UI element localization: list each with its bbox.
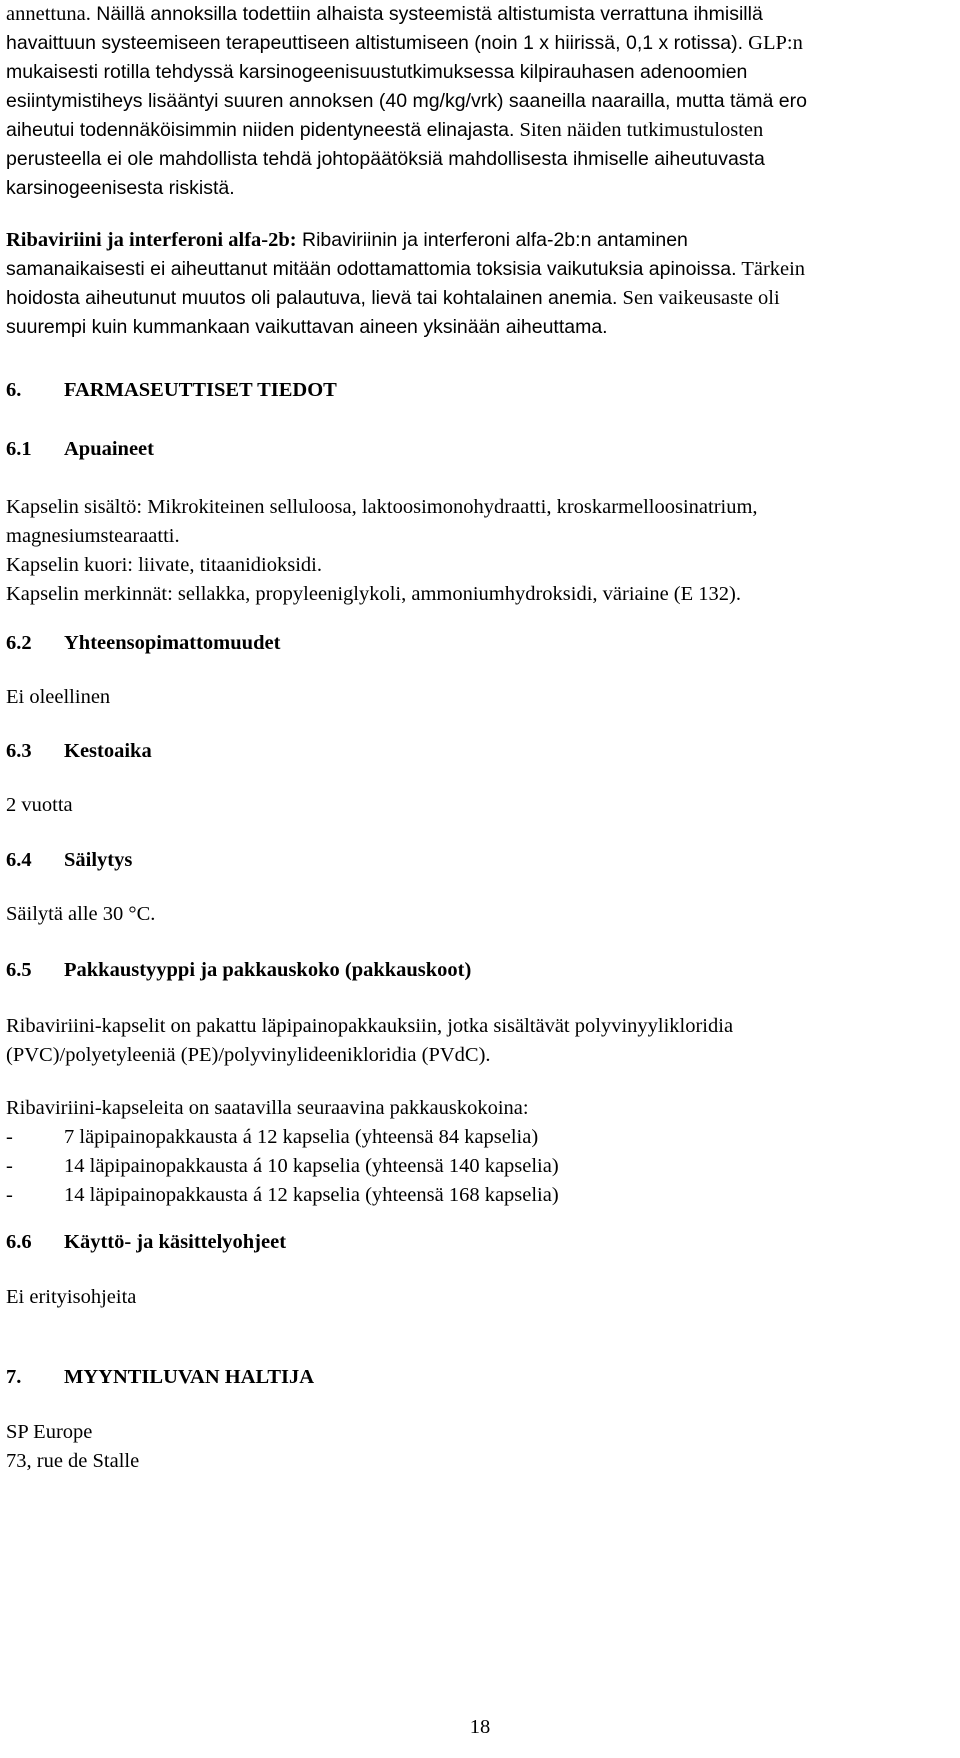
intro-text: GLP:n [743,32,803,54]
paragraph-text: samanaikaisesti ei aiheuttanut mitään odottamattomia toksisia vaikutuksia apinoissa. [6,258,737,280]
subsection-title: Yhteensopimattomuudet [64,632,281,654]
intro-text: esiintymistiheys lisääntyi suuren annoksen (40 mg/kg/vrk) saaneilla naarailla, mutta tämä ero [6,90,807,112]
section-heading: 7. MYYNTILUVAN HALTIJA [6,1366,315,1388]
intro-text: aiheutui todennäköisimmin niiden pidentyneestä elinajasta. [6,119,515,141]
list-item: - 14 läpipainopakkausta á 12 kapselia (yhteensä 168 kapselia) [6,1184,559,1206]
intro-text: havaittuun systeemiseen terapeuttiseen altistumiseen (noin 1 x hiirissä, 0,1 x rotissa). [6,32,744,54]
package-sizes: Ribaviriini-kapseleita on saatavilla seuraavina pakkauskokoina: - 7 läpipainopakkausta á 12 kapselia (yhteensä 84 kapselia) - 14 läpipainopakkausta á 10 kapselia (yhteensä 140 kapselia) - 14 läpipainopakkausta á 12 kapselia (yhteensä 168 kapselia) [6,1094,946,1210]
list-item: - 7 läpipainopakkausta á 12 kapselia (yhteensä 84 kapselia) [6,1126,539,1148]
subsection-title: Säilytys [64,849,133,871]
paragraph-text: suurempi kuin kummankaan vaikuttavan aineen yksinään aiheuttama. [6,316,608,338]
subsection-heading: 6.1 Apuaineet [6,438,154,460]
intro-text: Näillä annoksilla todettiin alhaista systeemistä altistumista verrattuna ihmisillä [90,3,763,25]
subsection-heading: 6.6 Käyttö- ja käsittelyohjeet [6,1231,287,1253]
intro-text: Siten näiden tutkimustulosten [514,119,764,141]
subsection-heading: 6.3 Kestoaika [6,740,152,762]
storage-text: Säilytä alle 30 °C. [6,903,156,925]
subsection-title: Kestoaika [64,740,152,762]
subsection-title: Pakkaustyyppi ja pakkauskoko (pakkauskoot) [64,959,472,981]
subsection-title: Käyttö- ja käsittelyohjeet [64,1231,287,1253]
paragraph-text: Ribaviriinin ja interferoni alfa-2b:n antaminen [296,229,688,251]
excipients-text: Kapselin sisältö: Mikrokiteinen selluloosa, laktoosimonohydraatti, kroskarmelloosinatrium, magnesiumstearaatti. Kapselin kuori: liivate, titaanidioksidi. Kapselin merkinnät: sellakka, propyleeniglykoli, ammoniumhydroksidi, väriaine (E 132). [6,496,758,605]
incompatibilities-text: Ei oleellinen [6,686,111,708]
subsection-heading: 6.5 Pakkaustyyppi ja pakkauskoko (pakkauskoot) [6,959,472,981]
package-description: Ribaviriini-kapselit on pakattu läpipainopakkauksiin, jotka sisältävät polyvinyylikloridia (PVC)/polyetyleeniä (PE)/polyvinylideenikloridia (PVdC). [6,1015,734,1066]
subsection-heading: 6.4 Säilytys [6,849,133,871]
marketing-holder-address: SP Europe 73, rue de Stalle [6,1421,140,1472]
paragraph-text: Tärkein [736,258,806,280]
section-title: MYYNTILUVAN HALTIJA [64,1366,315,1388]
intro-text: annettuna. [6,3,91,25]
handling-text: Ei erityisohjeita [6,1286,137,1308]
ribavirin-interferon-paragraph [6,226,946,342]
intro-paragraph [6,0,946,203]
paragraph-text: Sen vaikeusaste oli [617,287,780,309]
subsection-title: Apuaineet [64,438,154,460]
paragraph-label: Ribaviriini ja interferoni alfa-2b: [6,229,297,251]
intro-text: perusteella ei ole mahdollista tehdä johtopäätöksiä mahdollisesta ihmiselle aiheutuvasta [6,148,765,170]
subsection-heading: 6.2 Yhteensopimattomuudet [6,632,281,654]
intro-text: mukaisesti rotilla tehdyssä karsinogeenisuustutkimuksessa kilpirauhasen adenoomien [6,61,748,83]
section-heading: 6. FARMASEUTTISET TIEDOT [6,379,337,401]
section-title: FARMASEUTTISET TIEDOT [64,379,337,401]
paragraph-text: hoidosta aiheutunut muutos oli palautuva, lievä tai kohtalainen anemia. [6,287,618,309]
page-number: 18 [469,1716,491,1738]
intro-text: karsinogeenisesta riskistä. [6,177,235,199]
list-item: - 14 läpipainopakkausta á 10 kapselia (yhteensä 140 kapselia) [6,1155,559,1177]
shelf-life-text: 2 vuotta [6,794,73,816]
